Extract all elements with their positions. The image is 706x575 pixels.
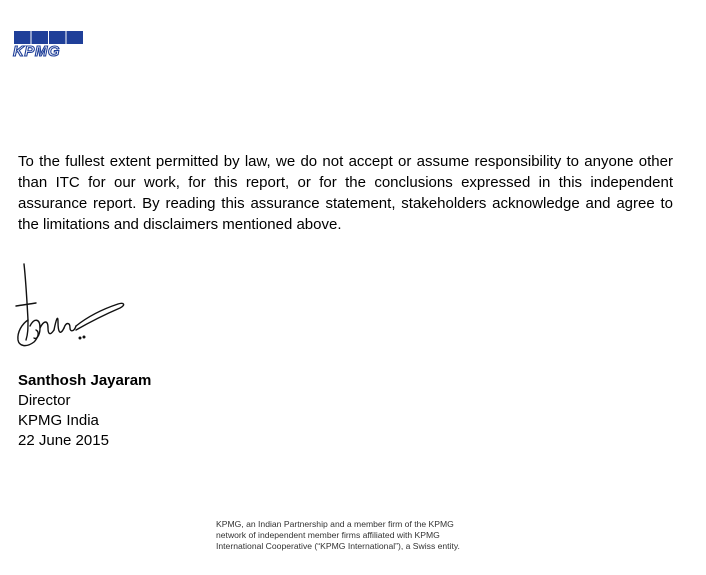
- signatory-date: 22 June 2015: [18, 432, 109, 449]
- footer-line: International Cooperative (“KPMG International”), a Swiss entity.: [216, 541, 460, 551]
- signatory-title: Director: [18, 392, 71, 409]
- footer-legal-text: [216, 519, 506, 552]
- signatory-block: [18, 371, 151, 451]
- footer-line: KPMG, an Indian Partnership and a member firm of the KPMG: [216, 519, 454, 529]
- disclaimer-paragraph: To the fullest extent permitted by law, we do not accept or assume responsibility to anyone other than ITC for our work, for this report, or for the conclusions expressed in this independent assurance report. By reading this assurance statement, stakeholders acknowledge and agree to the limitations and disclaimers mentioned above.: [18, 153, 673, 233]
- signatory-firm: KPMG India: [18, 412, 99, 429]
- signatory-name: Santhosh Jayaram: [18, 372, 152, 389]
- footer-line: network of independent member firms affiliated with KPMG: [216, 530, 440, 540]
- kpmg-logo: [12, 31, 84, 57]
- kpmg-logo-text: KPMG: [13, 43, 60, 57]
- signature-image: [14, 262, 130, 366]
